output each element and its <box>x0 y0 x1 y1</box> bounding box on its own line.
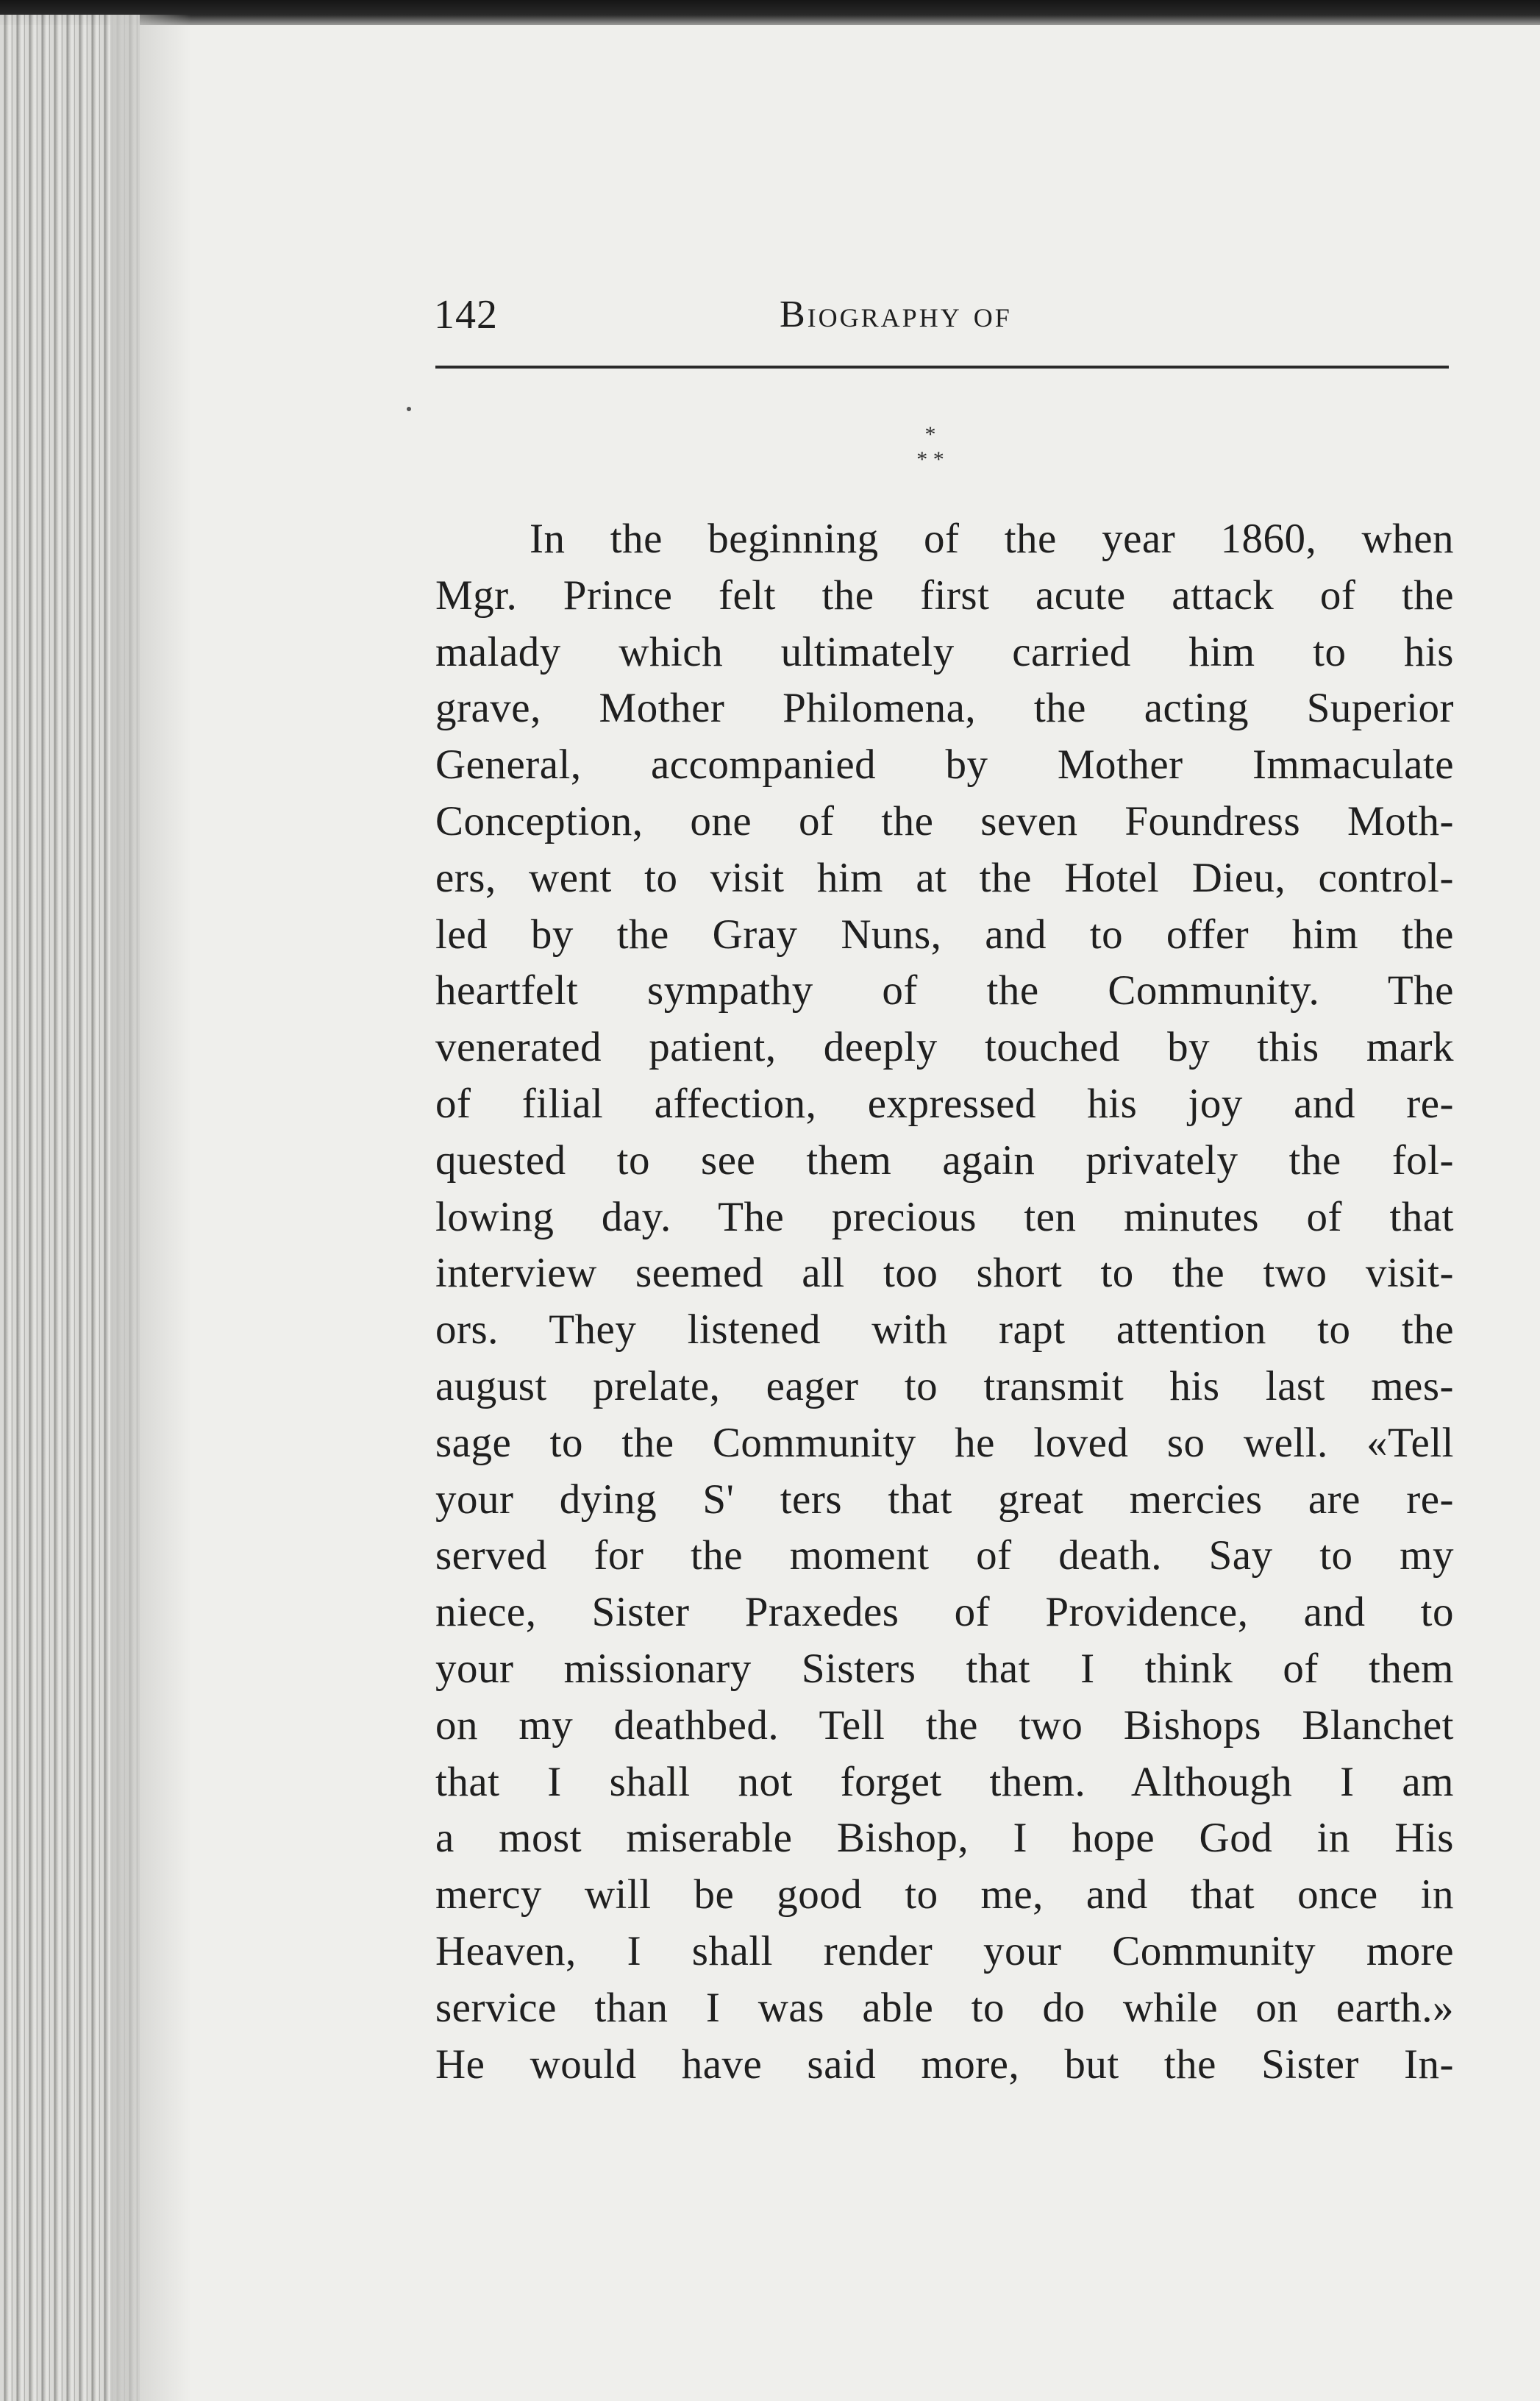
text-line: malady which ultimately carried him to his <box>435 628 1454 675</box>
text-line: interview seemed all too short to the two visit- <box>435 1250 1454 1297</box>
text-line: that I shall not forget them. Although I am <box>435 1758 1454 1805</box>
speck-mark <box>407 407 411 411</box>
text-line: a most miserable Bishop, I hope God in His <box>435 1815 1454 1862</box>
text-line: service than I was able to do while on earth.» <box>435 1984 1454 2031</box>
asterism-ornament <box>897 423 963 482</box>
text-line: He would have said more, but the Sister In- <box>435 2041 1454 2088</box>
text-line: served for the moment of death. Say to my <box>435 1532 1454 1579</box>
text-line: Conception, one of the seven Foundress Moth- <box>435 797 1454 844</box>
body-paragraph <box>435 511 1454 2093</box>
text-line: on my deathbed. Tell the two Bishops Blanchet <box>435 1701 1454 1749</box>
text-line: General, accompanied by Mother Immaculate <box>435 741 1454 789</box>
text-line: of filial affection, expressed his joy and re- <box>435 1080 1454 1127</box>
asterism-bottom: * * <box>916 447 944 472</box>
text-line: your dying S' ters that great mercies are re- <box>435 1476 1454 1523</box>
text-line: Heaven, I shall render your Community more <box>435 1927 1454 1974</box>
asterism-top: * <box>924 422 936 447</box>
page-number: 142 <box>434 292 498 338</box>
text-line: In the beginning of the year 1860, when <box>530 516 1454 562</box>
text-line: mercy will be good to me, and that once in <box>435 1871 1454 1918</box>
text-line: Mgr. Prince felt the first acute attack of the <box>435 572 1454 619</box>
text-line: heartfelt sympathy of the Community. The <box>435 967 1454 1014</box>
text-line: grave, Mother Philomena, the acting Superior <box>435 685 1454 732</box>
text-line: lowing day. The precious ten minutes of that <box>435 1193 1454 1240</box>
text-line: sage to the Community he loved so well. «Tell <box>435 1419 1454 1466</box>
running-head <box>434 285 1449 344</box>
text-line: quested to see them again privately the fol- <box>435 1137 1454 1184</box>
header-rule <box>435 366 1449 369</box>
text-line: august prelate, eager to transmit his last mes- <box>435 1362 1454 1409</box>
running-title: Biography of <box>780 294 1012 335</box>
text-line: venerated patient, deeply touched by this mark <box>435 1024 1454 1071</box>
text-line: niece, Sister Praxedes of Providence, and to <box>435 1589 1454 1636</box>
text-line: ers, went to visit him at the Hotel Dieu, control- <box>435 854 1454 901</box>
text-line: ors. They listened with rapt attention to the <box>435 1306 1454 1354</box>
text-line: led by the Gray Nuns, and to offer him the <box>435 911 1454 958</box>
text-line: your missionary Sisters that I think of them <box>435 1645 1454 1692</box>
